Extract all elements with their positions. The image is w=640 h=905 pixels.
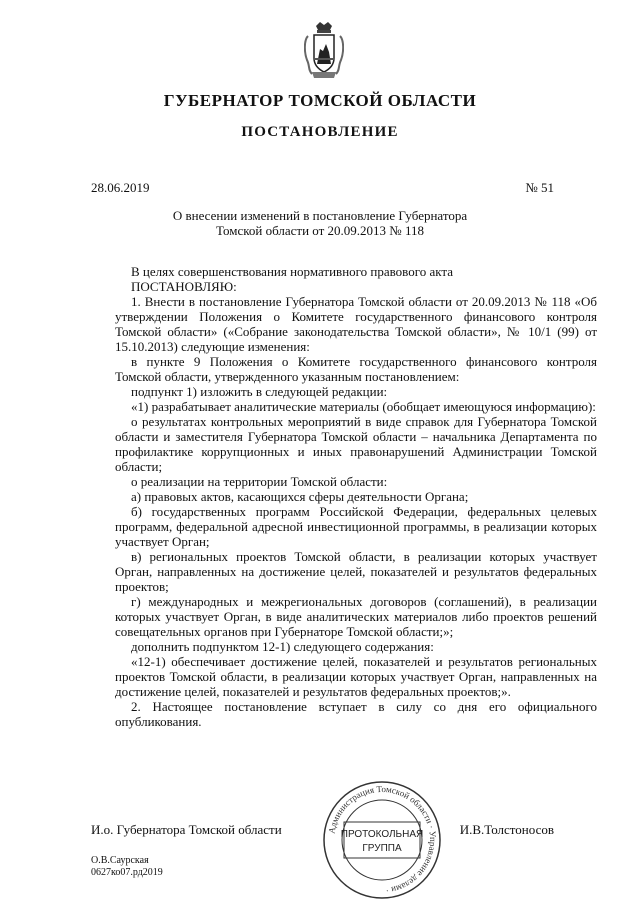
stamp-center-line: ГРУППА <box>362 843 402 854</box>
coat-of-arms-icon <box>304 22 344 82</box>
protocol-stamp <box>320 778 444 902</box>
document-type: ПОСТАНОВЛЕНИЕ <box>241 124 399 140</box>
body-paragraph: 2. Настоящее постановление вступает в силу со дня его официального опубликования. <box>115 699 597 729</box>
executor-ref: 0627ко07.рд2019 <box>91 867 163 878</box>
subject-line: Томской области от 20.09.2013 № 118 <box>216 223 424 238</box>
stamp-ring-text: Администрация Томской области · Управление делами · <box>326 783 439 896</box>
document-number: № 51 <box>525 180 554 195</box>
document-body <box>115 264 597 729</box>
document-date: 28.06.2019 <box>91 180 150 195</box>
body-paragraph: в пункте 9 Положения о Комитете государственного финансового контроля Томской области, утвержденного указанным постановлением: <box>115 354 597 384</box>
body-paragraph: о реализации на территории Томской области: <box>131 474 388 489</box>
signature-position: И.о. Губернатора Томской области <box>91 822 282 837</box>
body-paragraph: 1. Внести в постановление Губернатора Томской области от 20.09.2013 № 118 «Об утверждении Положения о Комитете государственного финансового контроля Томской области» («Собрание законодательства Томской области», № 10/1 (99) от 15.10.2013) следующие изменения: <box>115 294 597 354</box>
body-paragraph: о результатах контрольных мероприятий в виде справок для Губернатора Томской области и заместителя Губернатора Томской области – начальника Департамента по профилактике коррупционных и иных правонарушений Администрации Томской области; <box>115 414 597 474</box>
body-paragraph: г) международных и межрегиональных договоров (соглашений), в реализации которых участвует Орган, в виде аналитических материалов либо проектов решений совещательных органов при Губернаторе Томской области;»; <box>115 594 597 639</box>
document-header-title: ГУБЕРНАТОР ТОМСКОЙ ОБЛАСТИ <box>163 91 477 110</box>
body-paragraph: В целях совершенствования нормативного правового акта <box>131 264 454 279</box>
body-paragraph: б) государственных программ Российской Федерации, федеральных целевых программ, федеральной адресной инвестиционной программы, в реализации которых участвует Орган; <box>115 504 597 549</box>
subject-line: О внесении изменений в постановление Губернатора <box>172 208 468 223</box>
stamp-center-line: ПРОТОКОЛЬНАЯ <box>340 829 424 840</box>
body-paragraph: «1) разрабатывает аналитические материалы (обобщает имеющуюся информацию): <box>131 399 596 414</box>
body-paragraph: дополнить подпунктом 12-1) следующего содержания: <box>131 639 434 654</box>
document-subject <box>120 208 520 238</box>
executor-name: О.В.Саурская <box>91 855 149 866</box>
body-paragraph: а) правовых актов, касающихся сферы деятельности Органа; <box>131 489 469 504</box>
executor-info <box>91 855 163 879</box>
body-paragraph: «12-1) обеспечивает достижение целей, показателей и результатов региональных проектов Томской области, в реализации которых участвует Орган, направленных на достижение целей, показателей и результатов федеральных проектов;». <box>115 654 597 699</box>
body-paragraph: в) региональных проектов Томской области, в реализации которых участвует Орган, направленных на достижение целей, показателей и результатов федеральных проектов; <box>115 549 597 594</box>
body-paragraph: подпункт 1) изложить в следующей редакции: <box>131 384 388 399</box>
signature-name: И.В.Толстоносов <box>459 822 554 837</box>
body-paragraph: ПОСТАНОВЛЯЮ: <box>131 279 237 294</box>
